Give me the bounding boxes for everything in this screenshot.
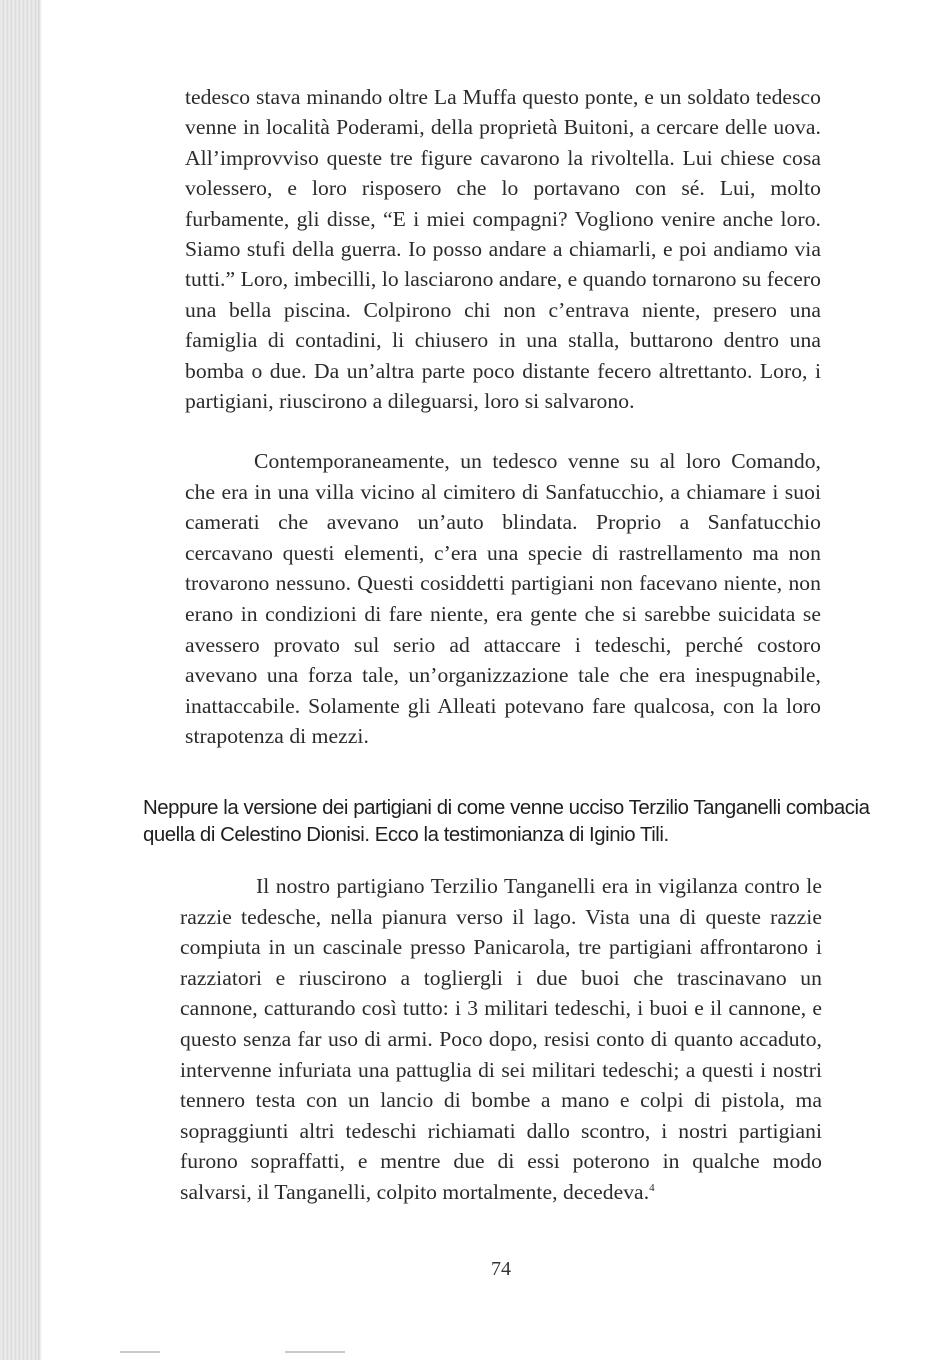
author-commentary: Neppure la versione dei partigiani di come venne ucciso Terzilio Tanganelli combacia quella di Celestino Dionisi. Ecco la testimonianza di Iginio Tili. — [143, 797, 870, 846]
paragraph-tili-testimony — [180, 871, 822, 1208]
tili-testimony-text: Il nostro partigiano Terzilio Tanganelli era in vigilanza contro le razzie tedesche, nella pianura verso il lago. Vista una di queste razzie compiuta in un cascinale presso Panicarola, tre partigiani affrontarono i razziatori e riuscirono a togliergli i due buoi che trascinavano un cannone, catturando così tutto: i 3 militari tedeschi, i buoi e il cannone, e questo senza far uso di armi. Poco dopo, resisi conto di quanto accaduto, intervenne infuriata una pattuglia di sei militari tedeschi; a questi i nostri tennero testa con un lancio di bombe a mano e colpi di pistola, ma sopraggiunti altri tedeschi richiamati dallo scontro, i nostri partigiani furono sopraffatti, e mentre due di essi poterono in qualche modo salvarsi, il Tanganelli, colpito mortalmente, decedeva. — [180, 874, 822, 1204]
scan-artifacts — [120, 1348, 380, 1356]
paragraph-testimony-second: Contemporaneamente, un tedesco venne su al loro Comando, che era in una villa vicino al cimitero di Sanfatucchio, a chiamare i suoi camerati che avevano un’auto blindata. Proprio a Sanfatucchio cercavano questi elementi, c’era una specie di rastrellamento ma non trovarono nessuno. Questi cosiddetti partigiani non facevano niente, non erano in condizioni di fare niente, era gente che si sarebbe suicidata se avessero provato sul serio ad attaccare i tedeschi, perché costoro avevano una forza tale, un’organizzazione tale che era inespugnabile, inattaccabile. Solamente gli Alleati potevano fare qualcosa, con la loro strapotenza di mezzi. — [185, 449, 821, 749]
page-number: 74 — [491, 1258, 511, 1280]
footnote-reference[interactable]: 4 — [649, 1181, 655, 1194]
paragraph-testimony-continued: tedesco stava minando oltre La Muffa questo ponte, e un soldato tedesco venne in località Poderami, della proprietà Buitoni, a cercare delle uova. All’improvviso queste tre figure cavarono la rivoltella. Lui chiese cosa volessero, e loro risposero che lo portavano con sé. Lui, molto furbamente, gli disse, “E i miei compagni? Vogliono venire anche loro. Siamo stufi della guerra. Io posso andare a chiamarli, e poi andiamo via tutti.” Loro, imbecilli, lo lasciarono andare, e quando tornarono su fecero una bella piscina. Colpirono chi non c’entrava niente, presero una famiglia di contadini, li chiusero in una stalla, buttarono dentro una bomba o due. Da un’altra parte poco distante fecero altrettanto. Loro, i partigiani, riuscirono a dileguarsi, loro si salvarono. — [185, 85, 821, 414]
